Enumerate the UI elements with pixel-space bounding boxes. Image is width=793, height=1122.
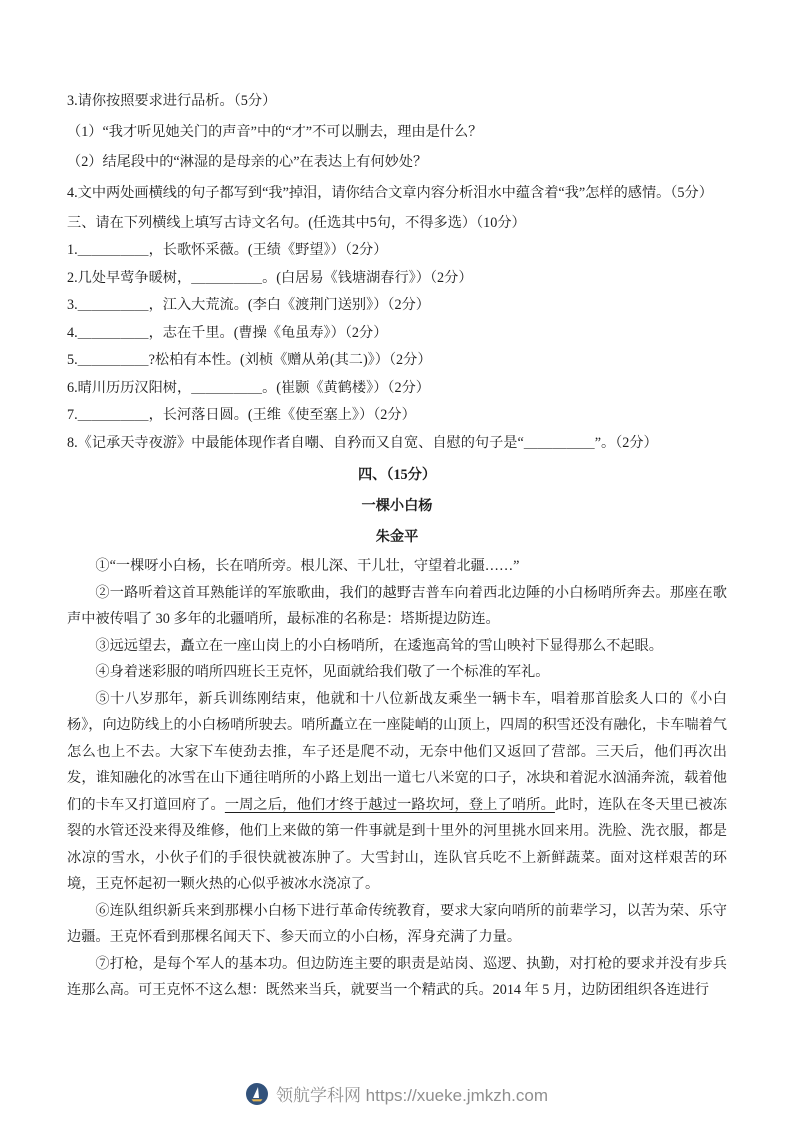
essay-paragraph-3: ③远远望去，矗立在一座山岗上的小白杨哨所，在逶迤高耸的雪山映衬下显得那么不起眼。 (95, 637, 663, 654)
document-content (67, 86, 727, 1004)
question-3-sub-2: （2）结尾段中的“淋湿的是母亲的心”在表达上有何妙处？ (67, 154, 428, 170)
fill-blank-item-3: 3.＿＿＿＿＿，江入大荒流。(李白《渡荆门送别》）（2分） (67, 297, 430, 313)
fill-blank-item-6: 6.晴川历历汉阳树，＿＿＿＿＿。(崔颢《黄鹤楼》）（2分） (67, 379, 430, 396)
fill-blank-item-1: 1.＿＿＿＿＿，长歌怀采薇。(王绩《野望》）（2分） (67, 242, 388, 258)
essay-paragraph-1: ①“一棵呀小白杨，长在哨所旁。根儿深、干儿壮，守望着北疆……” (95, 558, 520, 574)
essay-paragraph-6: ⑥连队组织新兵来到那棵小白杨下进行革命传统教育，要求大家向哨所的前辈学习，以苦为荣、乐守边疆。王克怀看到那棵名闻天下、参天而立的小白杨，浑身充满了力量。 (67, 902, 727, 945)
essay-title: 一棵小白杨 (361, 498, 433, 514)
question-3: 3.请你按照要求进行品析。（5分） (67, 93, 277, 109)
fill-blank-item-7: 7.＿＿＿＿＿，长河落日圆。(王维《使至塞上》）（2分） (67, 407, 416, 423)
fill-blank-item-4: 4.＿＿＿＿＿，志在千里。(曹操《龟虽寿》）（2分） (67, 324, 388, 341)
section-4-header: 四、（15分） (357, 467, 437, 483)
site-logo-icon (245, 1082, 269, 1106)
essay-author: 朱金平 (375, 529, 419, 545)
essay-paragraph-7: ⑦打枪，是每个军人的基本功。但边防连主要的职责是站岗、巡逻、执勤，对打枪的要求并没有步兵连那么高。可王克怀不这么想：既然来当兵，就要当一个精武的兵。2014 年 5 月，边防团组织各连进行 (67, 955, 727, 998)
footer-site-text: 领航学科网 https://xueke.jmkzh.com (275, 1086, 549, 1105)
paragraph-5-text-before: ⑤十八岁那年，新兵训练刚结束，他就和十八位新战友乘坐一辆卡车，唱着那首脍炙人口的《小白杨》，向边防线上的小白杨哨所驶去。哨所矗立在一座陡峭的山顶上，四周的积雪还没有融化，卡车喘着气怎么也上不去。大家下车使劲去推，车子还是爬不动，无奈中他们又返回了营部。三天后，他们再次出发，谁知融化的冰雪在山下通往哨所的小路上划出一道七八米宽的口子，冰块和着泥水汹涌奔流，载着他们的卡车又打道回府了。 (67, 690, 727, 813)
question-4: 4.文中两处画横线的句子都写到“我”掉泪，请你结合文章内容分析泪水中蕴含着“我”怎样的感情。（5分） (67, 184, 713, 201)
paragraph-5-underlined-sentence: 一周之后，他们才终于越过一路坎坷，登上了哨所。 (224, 796, 555, 813)
question-3-sub-1: （1）“我才听见她关门的声音”中的“才”不可以删去，理由是什么？ (67, 123, 483, 140)
fill-blank-item-2: 2.几处早莺争暖树，＿＿＿＿＿。(白居易《钱塘湖春行》）（2分） (67, 269, 473, 286)
fill-blank-item-8: 8.《记承天寺夜游》中最能体现作者自嘲、自矜而又自宽、自慰的句子是“＿＿＿＿＿”。（2分） (67, 434, 658, 451)
section-3-header: 三、请在下列横线上填写古诗文名句。(任选其中5句，不得多选）（10分） (67, 215, 526, 231)
page-footer (0, 1081, 793, 1106)
paragraph-5-text-after: 此时，连队在冬天里已被冻裂的水管还没来得及维修，他们上来做的第一件事就是到十里外的河里挑水回来用。洗脸、洗衣服，都是冰凉的雪水，小伙子们的手很快就被冻肿了。大雪封山，连队官兵吃不上新鲜蔬菜。面对这样艰苦的环境，王克怀起初一颗火热的心似乎被冰水浇凉了。 (67, 796, 727, 892)
fill-blank-item-5: 5.＿＿＿＿＿?松柏有本性。(刘桢《赠从弟(其二)》）（2分） (67, 352, 432, 368)
essay-paragraph-2: ②一路听着这首耳熟能详的军旅歌曲，我们的越野吉普车向着西北边陲的小白杨哨所奔去。那座在歌声中被传唱了 30 多年的北疆哨所，最标准的名称是：塔斯提边防连。 (67, 584, 727, 627)
essay-paragraph-5 (67, 686, 727, 898)
essay-paragraph-4: ④身着迷彩服的哨所四班长王克怀，见面就给我们敬了一个标准的军礼。 (95, 664, 550, 680)
